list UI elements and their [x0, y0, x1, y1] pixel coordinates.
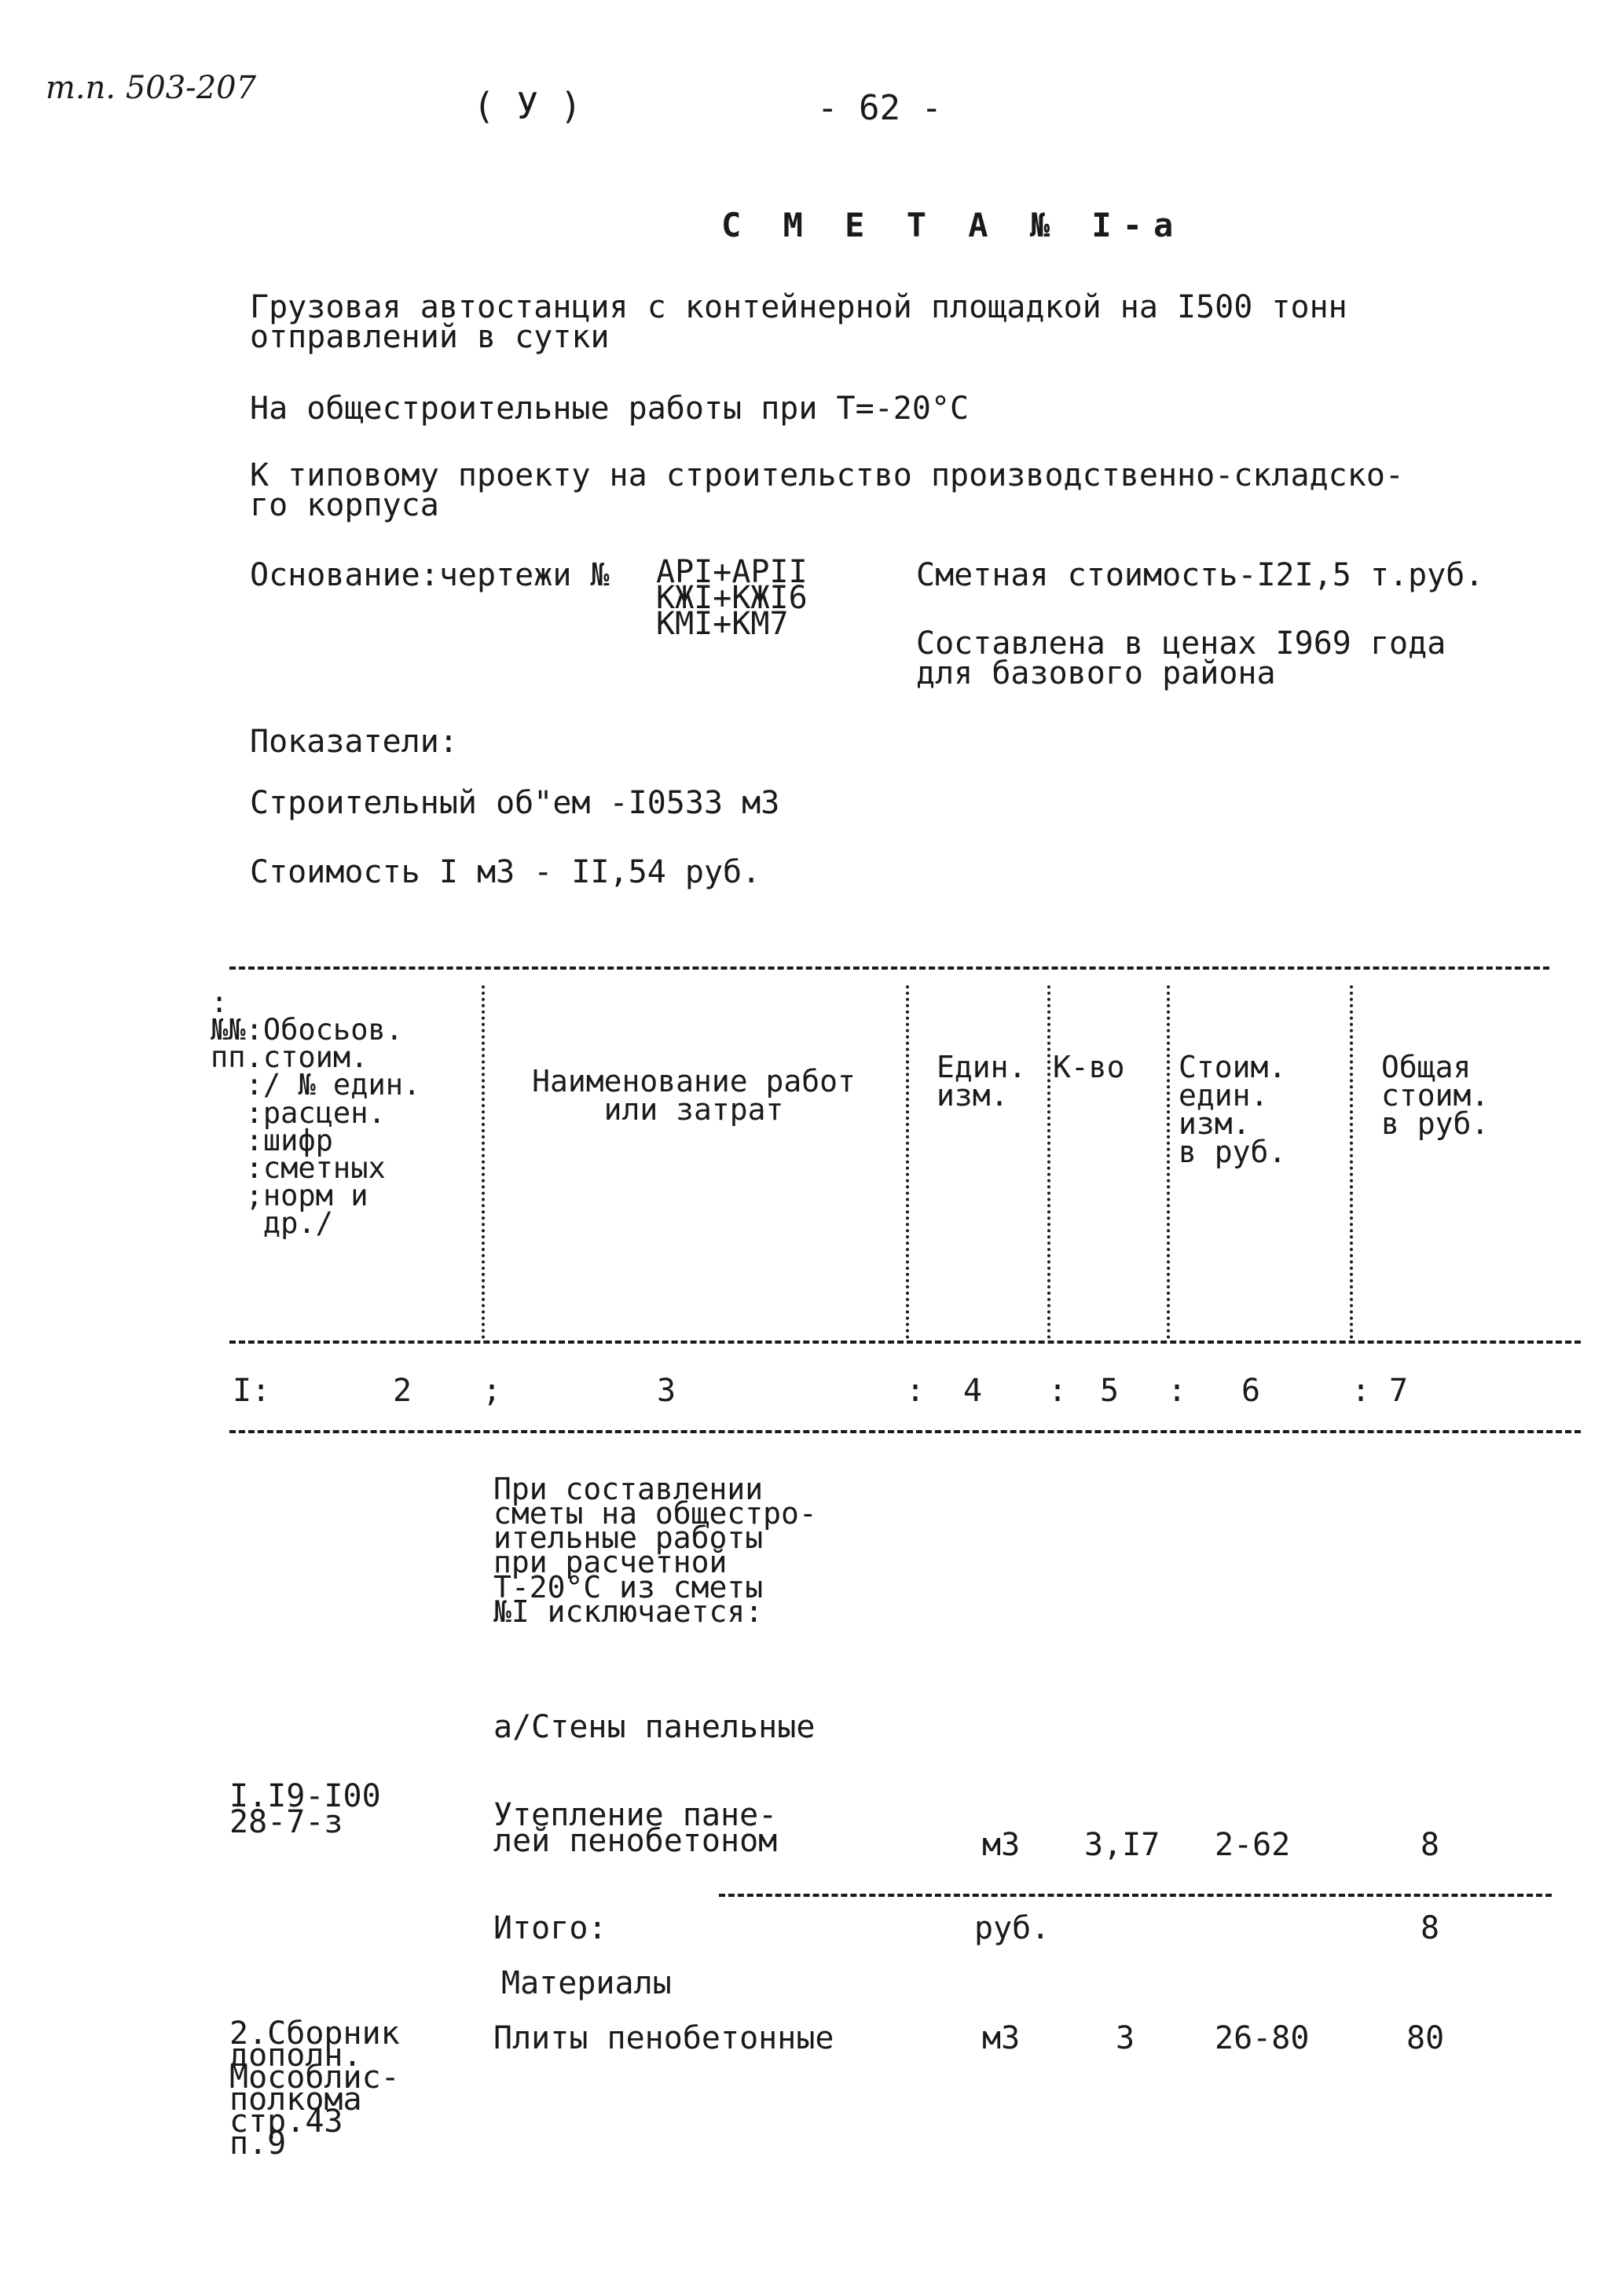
- unit-volume-cost: Стоимость I м3 - II,54 руб.: [250, 854, 761, 890]
- subtotal-rule: [719, 1894, 1552, 1897]
- subtotal-label: Итого:: [493, 1910, 607, 1946]
- row2-number-basis: 2.Сборник дополн. Мособлис- полкома стр.43 п.9: [229, 2015, 400, 2162]
- works-description: На общестроительные работы при Т=-20°С: [250, 391, 970, 427]
- column-number-7: 7: [1389, 1373, 1409, 1409]
- basis-drawings: АРI+АРII КЖI+КЖI6 КМI+КМ7: [656, 554, 808, 642]
- column-number-4: 4: [963, 1373, 983, 1409]
- column-separator-glyph: :: [1168, 1373, 1187, 1409]
- estimated-cost: Сметная стоимость-I2I,5 т.руб.: [916, 557, 1484, 593]
- column-separator-glyph: :: [1048, 1373, 1068, 1409]
- header-unit: Един. изм.: [937, 1050, 1027, 1113]
- section-mark: ( У ): [473, 85, 582, 127]
- column-number-3: 3: [657, 1373, 676, 1409]
- materials-label: Материалы: [501, 1965, 672, 2001]
- row1-unit: м3: [982, 1827, 1021, 1863]
- exclusion-preface: При составлении сметы на общестро- ительные работы при расчетной Т-20°С из сметы №I исключается:: [493, 1472, 817, 1629]
- column-number-2: 2: [393, 1373, 412, 1409]
- column-separator-glyph: :: [1351, 1373, 1371, 1409]
- column-separator: [906, 985, 909, 1339]
- column-separator-glyph: :: [906, 1373, 926, 1409]
- subtotal-unit: руб.: [974, 1910, 1050, 1946]
- row2-unit-cost: 26-80: [1215, 2020, 1310, 2056]
- header-quantity: К-во: [1053, 1050, 1125, 1084]
- section-walls: а/Стены панельные: [493, 1709, 816, 1745]
- header-number-basis: : №№:Обосьов. пп.стоим. :/ № един. :расцен. :шифр :сметных ;норм и др./: [211, 985, 421, 1241]
- basis-label: Основание:чертежи №: [250, 557, 610, 593]
- row1-quantity: 3,I7: [1084, 1827, 1160, 1863]
- header-unit-cost: Стоим. един. изм. в руб.: [1179, 1050, 1287, 1170]
- column-separator: [1167, 985, 1170, 1339]
- column-number-1: I:: [233, 1373, 271, 1409]
- column-separator-glyph: ;: [482, 1373, 502, 1409]
- row2-quantity: 3: [1116, 2020, 1135, 2056]
- row2-total: 80: [1406, 2020, 1445, 2056]
- indicators-label: Показатели:: [250, 724, 458, 760]
- estimate-title: С М Е Т А № I-а: [721, 206, 1185, 244]
- row2-work-name: Плиты пенобетонные: [493, 2020, 834, 2056]
- row1-number-basis: I.I9-I00 28-7-з: [229, 1778, 381, 1840]
- column-numbers-rule: [229, 1430, 1581, 1433]
- building-volume: Строительный об"ем -I0533 м3: [250, 785, 780, 821]
- header-total-cost: Общая стоим. в руб.: [1381, 1050, 1490, 1142]
- page-number: - 62 -: [817, 88, 942, 128]
- subtotal-total: 8: [1421, 1910, 1440, 1946]
- column-separator: [1047, 985, 1050, 1339]
- project-description: К типовому проекту на строительство производственно-складско- го корпуса: [250, 457, 1405, 523]
- row1-total: 8: [1421, 1827, 1440, 1863]
- row1-unit-cost: 2-62: [1215, 1827, 1291, 1863]
- row2-unit: м3: [982, 2020, 1021, 2056]
- column-number-6: 6: [1241, 1373, 1261, 1409]
- header-bottom-rule: [229, 1341, 1581, 1344]
- column-separator: [482, 985, 485, 1339]
- column-number-5: 5: [1100, 1373, 1120, 1409]
- table-top-rule: [229, 966, 1549, 970]
- header-work-name: Наименование работ или затрат: [532, 1064, 856, 1128]
- document-code: т.п. 503-207: [46, 70, 257, 106]
- row1-work-name: Утепление пане- лей пенобетоном: [493, 1797, 778, 1859]
- prices-note: Составлена в ценах I969 года для базового района: [916, 625, 1446, 691]
- column-separator: [1350, 985, 1353, 1339]
- object-description: Грузовая автостанция с контейнерной площадкой на I500 тонн отправлений в сутки: [250, 289, 1347, 355]
